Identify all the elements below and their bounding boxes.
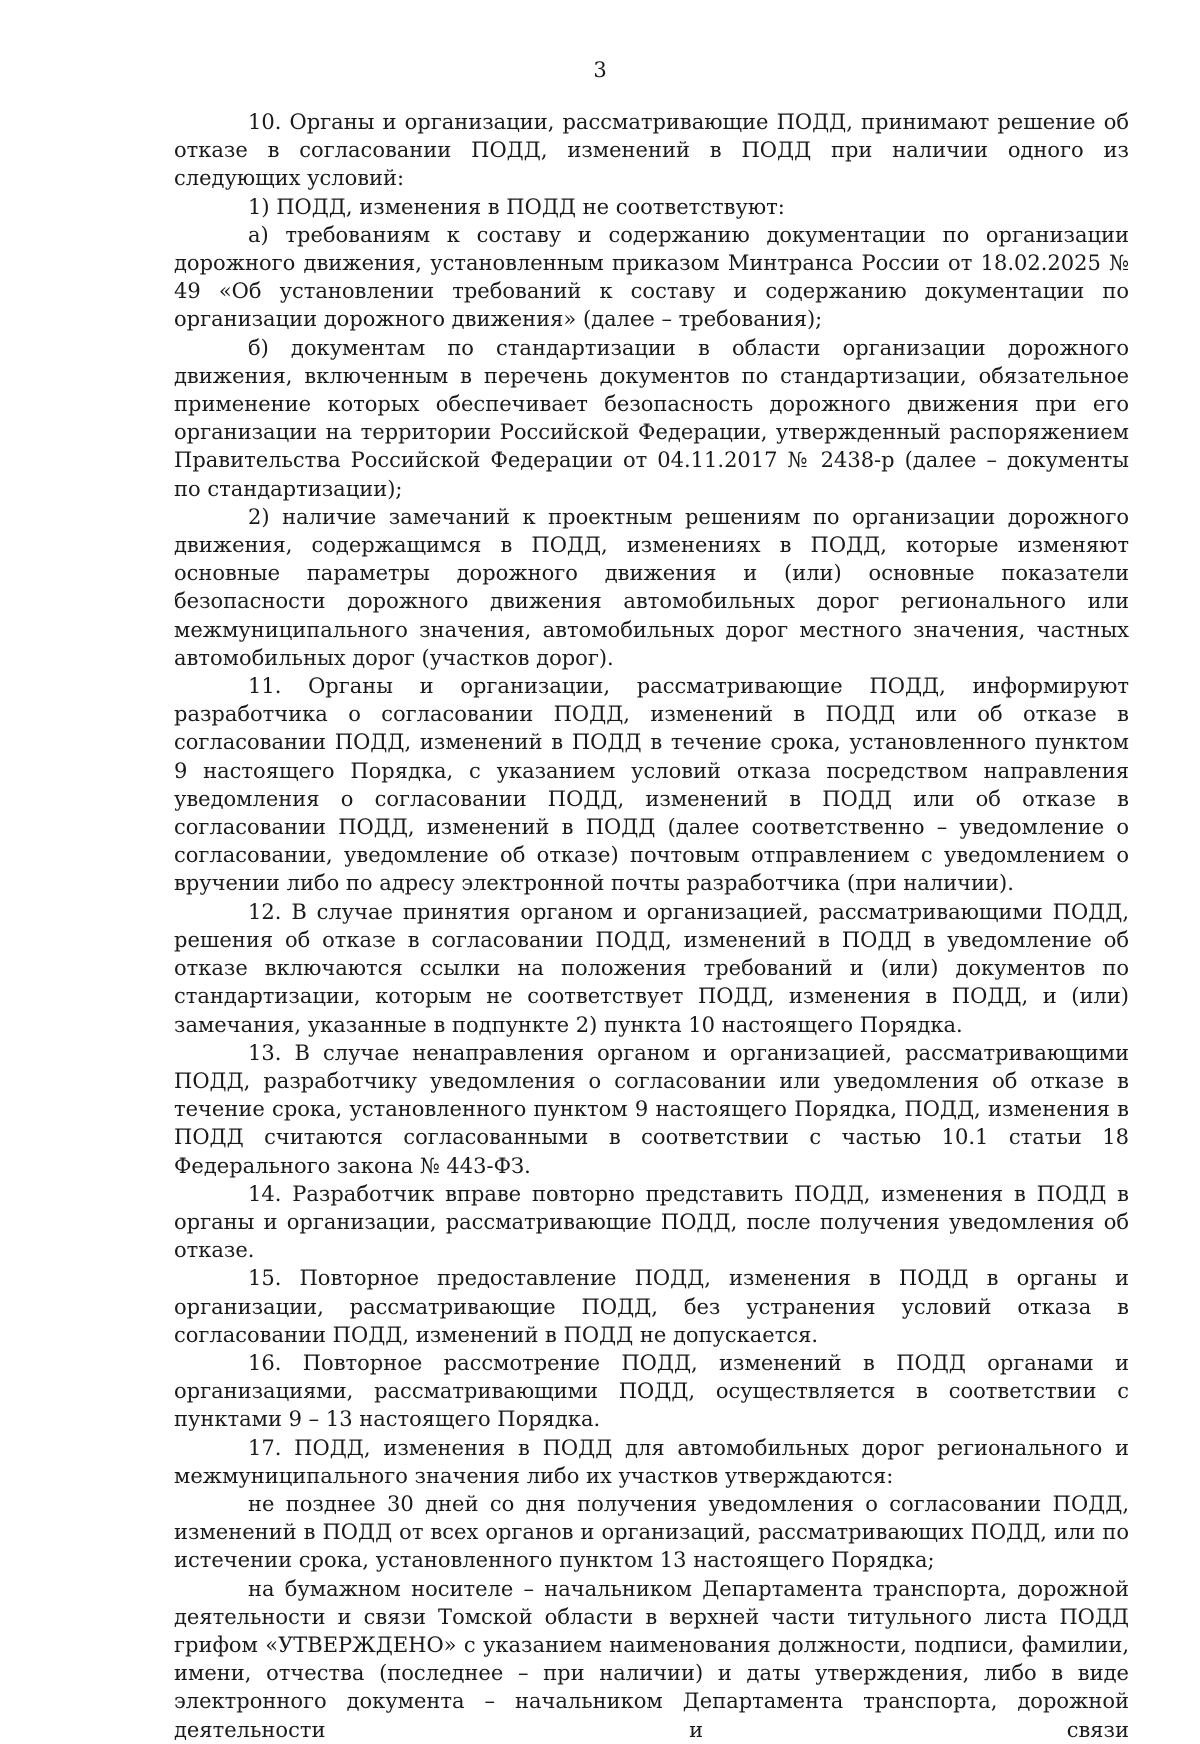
paragraph-17: 17. ПОДД, изменения в ПОДД для автомобильных дорог регионального и межмуниципального значения либо их участков утверждаются: <box>174 1435 1129 1488</box>
paragraph-17-paper: на бумажном носителе – начальником Департамента транспорта, дорожной деятельности и связи Томской области в верхней части титульного листа ПОДД грифом «УТВЕРЖДЕНО» с указанием наименования должности, подписи, фамилии, имени, отчества (последнее – при наличии) и даты утверждения, либо в виде электронного документа – начальником Департамента транспорта, дорожной деятельности и связи <box>174 1576 1129 1742</box>
paragraph-10-2: 2) наличие замечаний к проектным решениям по организации дорожного движения, содержащимся в ПОДД, изменениях в ПОДД, которые изменяют основные параметры дорожного движения и (или) основные показатели безопасности дорожного движения автомобильных дорог регионального или межмуниципального значения, автомобильных дорог местного значения, частных автомобильных дорог (участков дорог). <box>174 504 1129 670</box>
paragraph-15: 15. Повторное предоставление ПОДД, изменения в ПОДД в органы и организации, рассматривающие ПОДД, без устранения условий отказа в согласовании ПОДД, изменений в ПОДД не допускается. <box>174 1266 1129 1347</box>
paragraph-14: 14. Разработчик вправе повторно представить ПОДД, изменения в ПОДД в органы и организации, рассматривающие ПОДД, после получения уведомления об отказе. <box>174 1181 1129 1263</box>
paragraph-11: 11. Органы и организации, рассматривающие ПОДД, информируют разработчика о согласовании ПОДД, изменений в ПОДД или об отказе в согласовании ПОДД, изменений в ПОДД в течение срока, установленного пунктом 9 настоящего Порядка, с указанием условий отказа посредством направления уведомления о согласовании ПОДД, изменений в ПОДД или об отказе в согласовании ПОДД, изменений в ПОДД (далее соответственно – уведомление о согласовании, уведомление об отказе) почтовым отправлением с уведомлением о вручении либо по адресу электронной почты разработчика (при наличии). <box>174 674 1129 896</box>
paragraph-10-1: 1) ПОДД, изменения в ПОДД не соответствуют: <box>248 194 785 219</box>
paragraph-10-1-a: а) требованиям к составу и содержанию документации по организации дорожного движения, установленным приказом Минтранса России от 18.02.2025 № 49 «Об установлении требований к составу и содержанию документации по организации дорожного движения» (далее – требования); <box>174 222 1129 332</box>
paragraph-10: 10. Органы и организации, рассматривающие ПОДД, принимают решение об отказе в согласовании ПОДД, изменений в ПОДД при наличии одного из следующих условий: <box>174 110 1129 191</box>
paragraph-17-deadline: не позднее 30 дней со дня получения уведомления о согласовании ПОДД, изменений в ПОДД от всех органов и организаций, рассматривающих ПОДД, или по истечении срока, установленного пунктом 13 настоящего Порядка; <box>174 1491 1129 1573</box>
page-number: 3 <box>593 58 607 82</box>
paragraph-16: 16. Повторное рассмотрение ПОДД, изменений в ПОДД органами и организациями, рассматривающими ПОДД, осуществляется в соответствии с пунктами 9 – 13 настоящего Порядка. <box>174 1350 1129 1432</box>
paragraph-12: 12. В случае принятия органом и организацией, рассматривающими ПОДД, решения об отказе в согласовании ПОДД, изменений в ПОДД в уведомление об отказе включаются ссылки на положения требований и (или) документов по стандартизации, которым не соответствует ПОДД, изменения в ПОДД, и (или) замечания, указанные в подпункте 2) пункта 10 настоящего Порядка. <box>174 899 1129 1037</box>
document-body <box>174 108 1129 1744</box>
paragraph-10-1-b: б) документам по стандартизации в области организации дорожного движения, включенным в перечень документов по стандартизации, обязательное применение которых обеспечивает безопасность дорожного движения при его организации на территории Российской Федерации, утвержденный распоряжением Правительства Российской Федерации от 04.11.2017 № 2438-р (далее – документы по стандартизации); <box>174 335 1129 501</box>
paragraph-13: 13. В случае ненаправления органом и организацией, рассматривающими ПОДД, разработчику уведомления о согласовании или уведомления об отказе в течение срока, установленного пунктом 9 настоящего Порядка, ПОДД, изменения в ПОДД считаются согласованными в соответствии с частью 10.1 статьи 18 Федерального закона № 443-ФЗ. <box>174 1040 1129 1178</box>
